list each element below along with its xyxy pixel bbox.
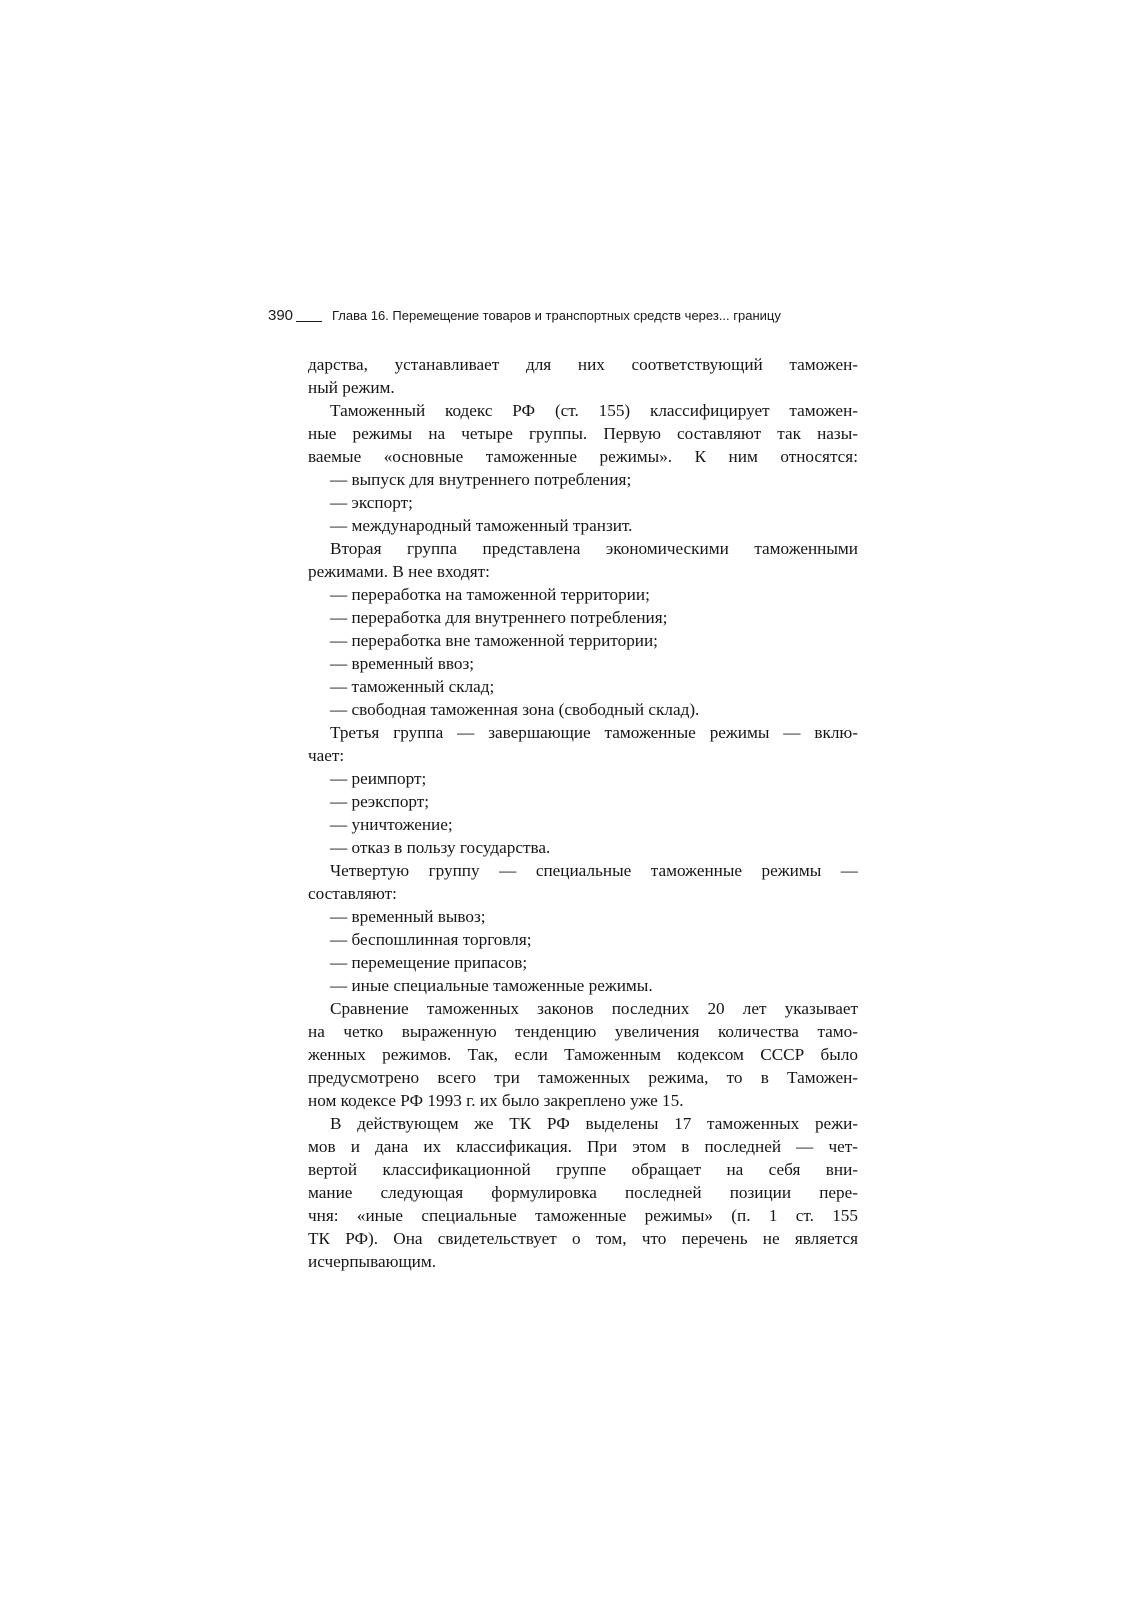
text-line: составляют: [308, 884, 397, 903]
text-line: вертой классификационной группе обращает на себя вни- [308, 1160, 858, 1179]
list-item: — иные специальные таможенные режимы. [330, 976, 653, 995]
text-line: Таможенный кодекс РФ (ст. 155) классифицирует таможен- [330, 401, 858, 420]
list-item: — отказ в пользу государства. [330, 838, 551, 857]
text-line: ТК РФ). Она свидетельствует о том, что перечень не является [308, 1229, 858, 1248]
list-item: — таможенный склад; [330, 677, 495, 696]
text-line: ваемые «основные таможенные режимы». К ним относятся: [308, 447, 858, 466]
text-line: дарства, устанавливает для них соответствующий таможен- [308, 355, 858, 374]
list-item: — реимпорт; [330, 769, 427, 788]
text-line: ном кодексе РФ 1993 г. их было закреплено уже 15. [308, 1091, 684, 1110]
list-item: — выпуск для внутреннего потребления; [330, 470, 632, 489]
list-item: — международный таможенный транзит. [330, 516, 633, 535]
header-rule [296, 321, 322, 322]
text-line: ные режимы на четыре группы. Первую составляют так назы- [308, 424, 858, 443]
list-item: — свободная таможенная зона (свободный склад). [330, 700, 700, 719]
page-number: 390 [268, 307, 294, 324]
text-line: режимами. В нее входят: [308, 562, 490, 581]
text-line: Сравнение таможенных законов последних 20 лет указывает [330, 999, 858, 1018]
text-line: предусмотрено всего три таможенных режима, то в Таможен- [308, 1068, 858, 1087]
text-line: ный режим. [308, 378, 395, 397]
body-text [308, 353, 858, 1273]
list-item: — беспошлинная торговля; [330, 930, 532, 949]
list-item: — временный ввоз; [330, 654, 475, 673]
text-line: чня: «иные специальные таможенные режимы» (п. 1 ст. 155 [308, 1206, 858, 1225]
text-line: мов и дана их классификация. При этом в последней — чет- [308, 1137, 858, 1156]
list-item: — перемещение припасов; [330, 953, 528, 972]
list-item: — переработка для внутреннего потребления; [330, 608, 668, 627]
text-line: мание следующая формулировка последней позиции пере- [308, 1183, 858, 1202]
list-item: — временный вывоз; [330, 907, 486, 926]
text-line: Вторая группа представлена экономическими таможенными [330, 539, 858, 558]
text-line: Четвертую группу — специальные таможенные режимы — [330, 861, 858, 880]
text-line: В действующем же ТК РФ выделены 17 таможенных режи- [330, 1114, 858, 1133]
text-line: исчерпывающим. [308, 1252, 437, 1271]
text-line: на четко выраженную тенденцию увеличения количества тамо- [308, 1022, 858, 1041]
list-item: — экспорт; [330, 493, 413, 512]
list-item: — уничтожение; [330, 815, 453, 834]
text-line: Третья группа — завершающие таможенные режимы — вклю- [330, 723, 858, 742]
list-item: — переработка на таможенной территории; [330, 585, 650, 604]
running-header [268, 305, 858, 327]
list-item: — переработка вне таможенной территории; [330, 631, 658, 650]
chapter-title: Глава 16. Перемещение товаров и транспортных средств через... границу [332, 308, 781, 323]
list-item: — реэкспорт; [330, 792, 430, 811]
text-line: чает: [308, 746, 345, 765]
text-line: женных режимов. Так, если Таможенным кодексом СССР было [308, 1045, 858, 1064]
